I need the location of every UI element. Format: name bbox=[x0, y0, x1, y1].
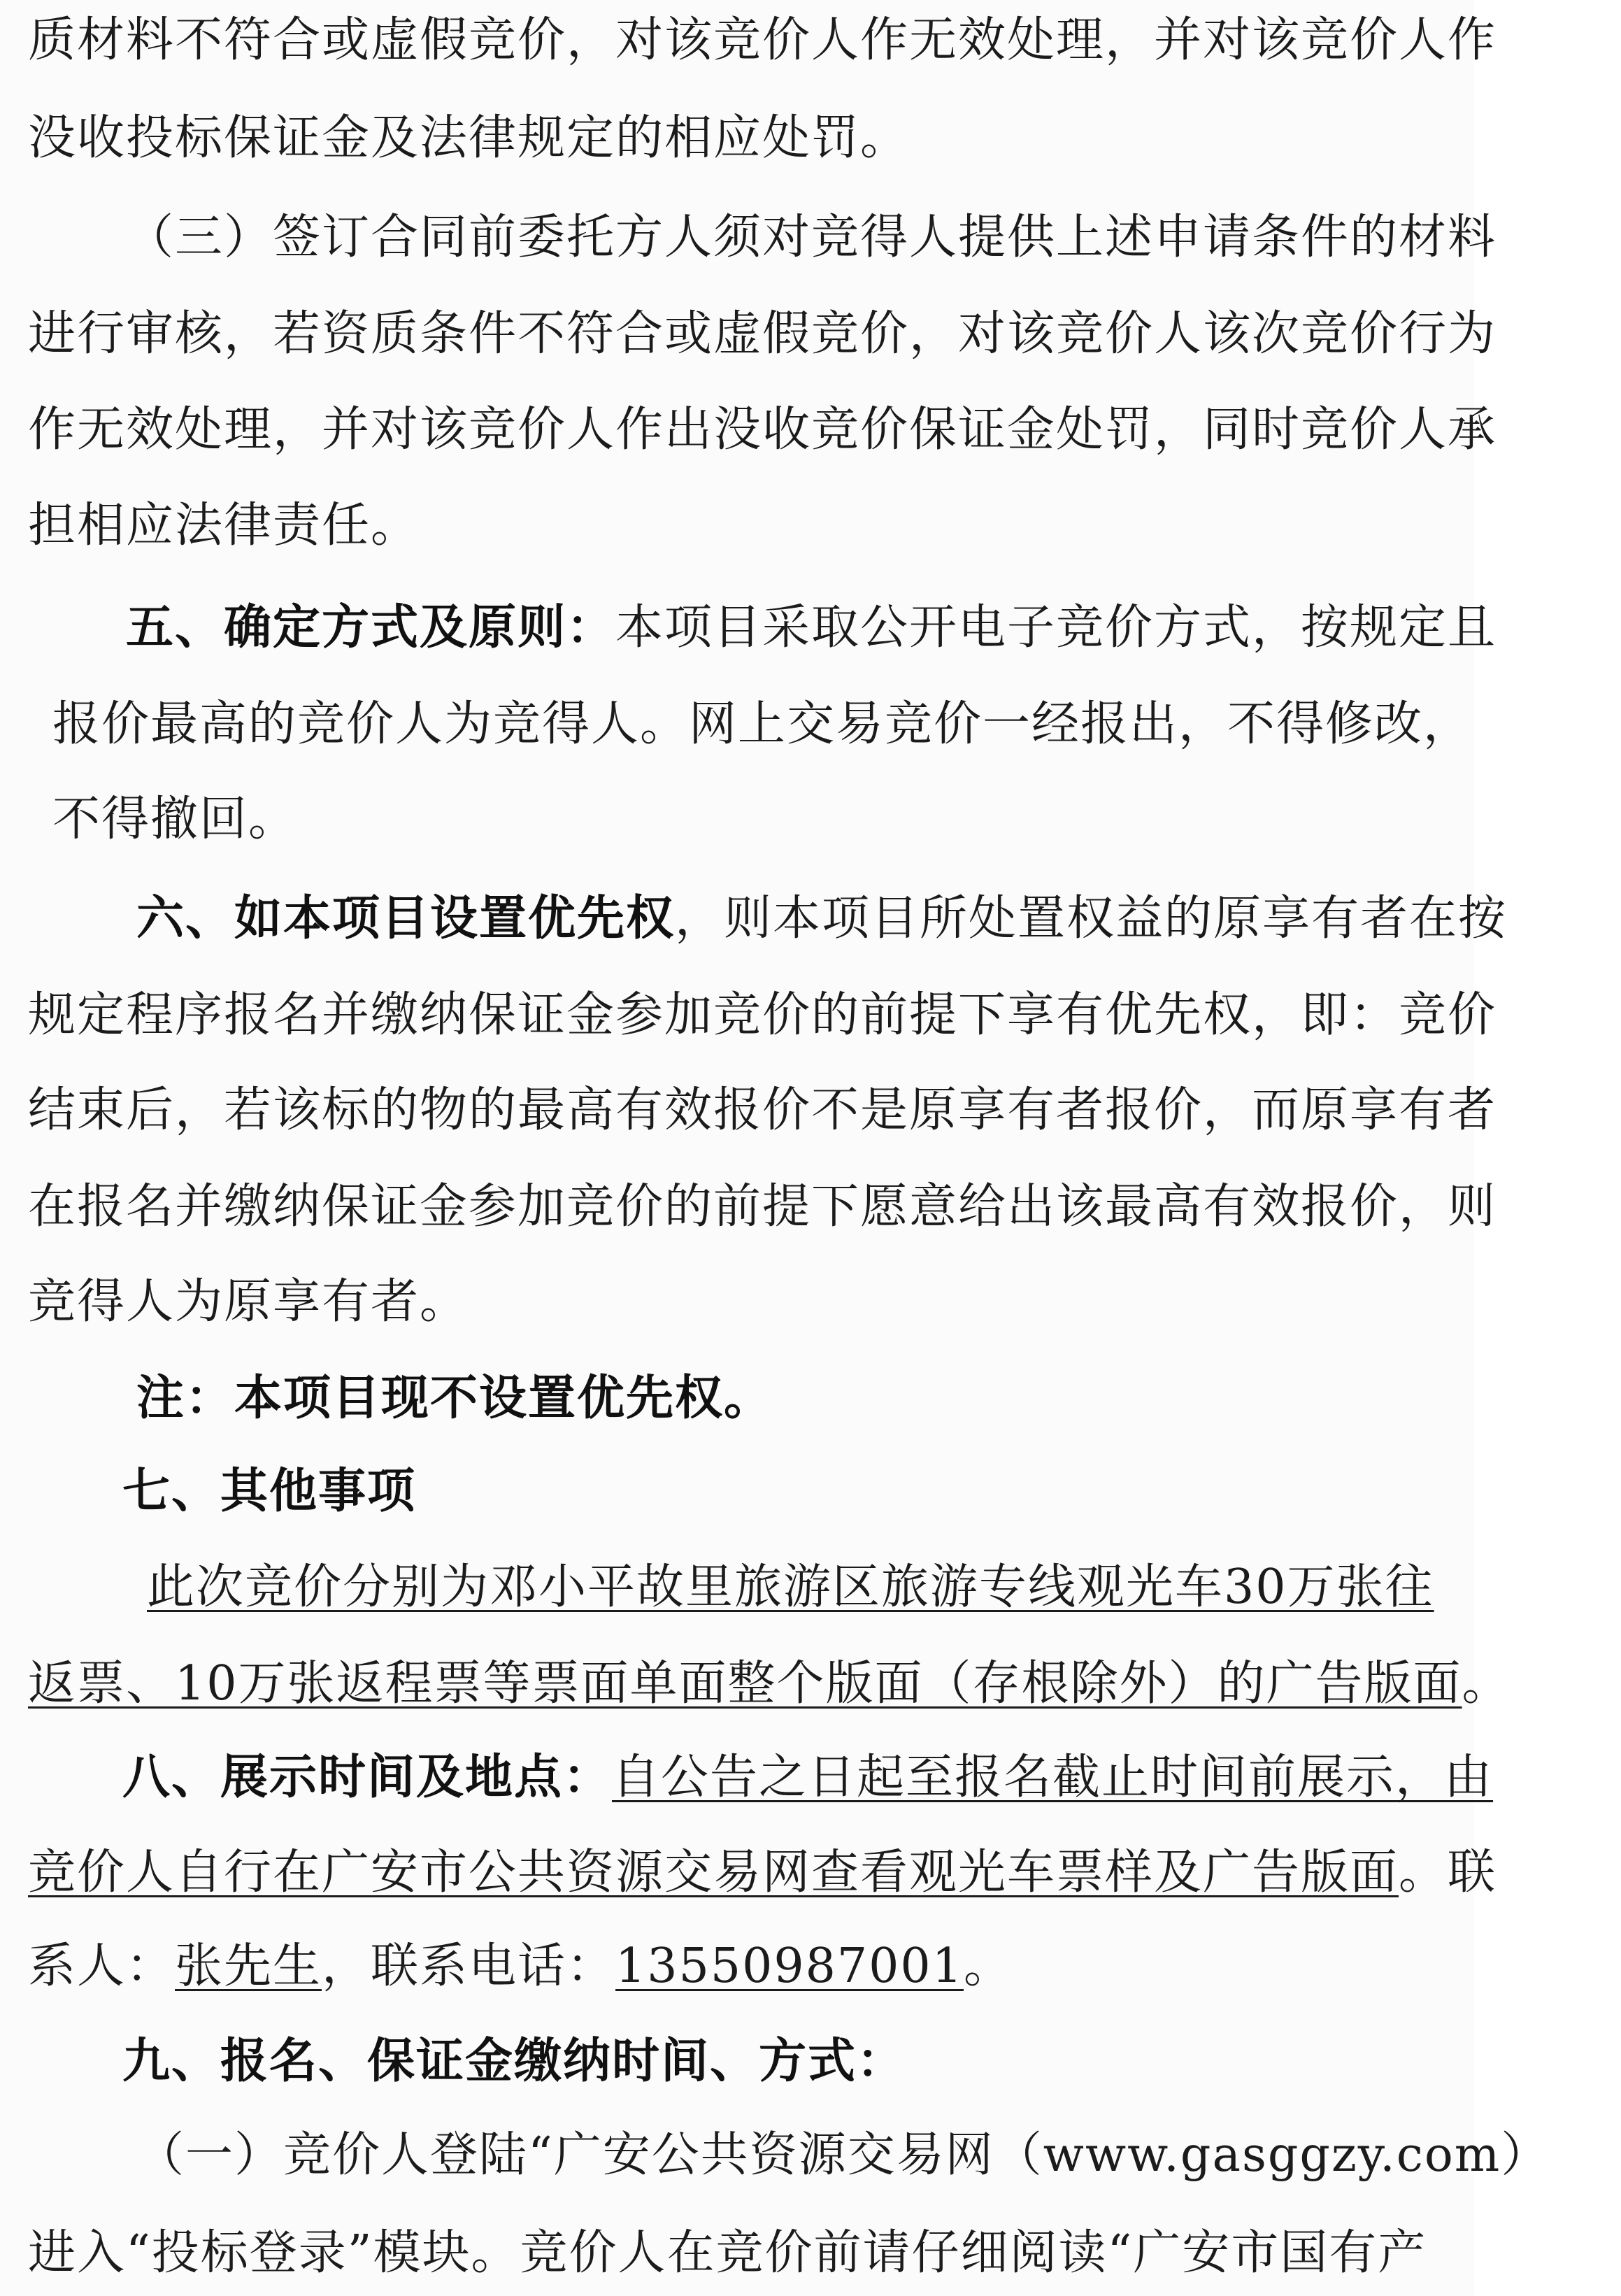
text-line bbox=[0, 1656, 1511, 1712]
text-line bbox=[0, 402, 1502, 458]
line-segment: 竞得人为原享有者。 bbox=[28, 1274, 469, 1329]
text-line bbox=[0, 1179, 1502, 1235]
section-heading bbox=[0, 1464, 1597, 1520]
text-line bbox=[0, 697, 1527, 753]
text-line bbox=[0, 306, 1502, 362]
text-line bbox=[0, 2127, 1611, 2183]
line-segment: （三）签订合同前委托方人须对竞得人提供上述申请条件的材料 bbox=[126, 210, 1497, 265]
line-segment: 进行审核，若资质条件不符合或虚假竞价，对该竞价人该次竞价行为 bbox=[28, 306, 1497, 362]
heading-label: 九、报名、保证金缴纳时间、方式： bbox=[122, 2034, 906, 2089]
line-segment: 在报名并缴纳保证金参加竞价的前提下愿意给出该最高有效报价，则 bbox=[28, 1179, 1497, 1234]
line-segment: ，联系电话： bbox=[322, 1939, 616, 1994]
text-line bbox=[0, 210, 1600, 266]
text-line bbox=[0, 110, 1502, 166]
text-line bbox=[0, 13, 1502, 69]
line-segment: 本项目采取公开电子竞价方式，按规定且 bbox=[615, 600, 1497, 655]
line-segment: 系人： bbox=[28, 1939, 176, 1994]
section-heading bbox=[0, 2034, 1597, 2090]
text-line bbox=[0, 2225, 1502, 2281]
text-line bbox=[0, 498, 1502, 554]
text-line bbox=[0, 1845, 1502, 1901]
heading-label: 六、如本项目设置优先权 bbox=[136, 891, 676, 946]
contact-person: 张先生 bbox=[175, 1939, 322, 1994]
section-heading bbox=[0, 1750, 1597, 1806]
note-line bbox=[0, 1371, 1611, 1427]
text-line bbox=[0, 987, 1502, 1043]
note-text: 注：本项目现不设置优先权。 bbox=[136, 1371, 773, 1426]
contact-line bbox=[0, 1939, 1502, 1995]
underlined-segment: 自公告之日起至报名截止时间前展示，由 bbox=[612, 1750, 1494, 1805]
line-segment: ，则本项目所处置权益的原享有者在按 bbox=[675, 891, 1508, 946]
line-segment: 作无效处理，并对该竞价人作出没收竞价保证金处罚，同时竞价人承 bbox=[28, 402, 1497, 457]
underlined-segment: 竞价人自行在广安市公共资源交易网查看观光车票样及广告版面 bbox=[28, 1845, 1399, 1900]
contact-phone: 13550987001 bbox=[615, 1939, 964, 1994]
line-segment: 规定程序报名并缴纳保证金参加竞价的前提下享有优先权，即：竞价 bbox=[28, 987, 1497, 1043]
text-line bbox=[0, 792, 1527, 848]
line-segment: 不得撤回。 bbox=[52, 792, 298, 847]
line-segment: 没收投标保证金及法律规定的相应处罚。 bbox=[28, 110, 910, 166]
section-heading bbox=[0, 600, 1600, 656]
heading-label: 七、其他事项 bbox=[122, 1464, 417, 1519]
underlined-segment: 此次竞价分别为邓小平故里旅游区旅游专线观光车30万张往 bbox=[147, 1560, 1434, 1615]
line-segment: 进入“投标登录”模块。竞价人在竞价前请仔细阅读“广安市国有产 bbox=[28, 2225, 1427, 2281]
line-segment: 。联 bbox=[1399, 1845, 1497, 1900]
underlined-segment: 返票、10万张返程票等票面单面整个版面（存根除外）的广告版面 bbox=[28, 1656, 1462, 1711]
line-segment: 。 bbox=[1462, 1656, 1511, 1711]
line-segment: 担相应法律责任。 bbox=[28, 498, 420, 553]
text-line bbox=[0, 1560, 1621, 1616]
line-segment: 报价最高的竞价人为竞得人。网上交易竞价一经报出，不得修改， bbox=[52, 697, 1473, 752]
heading-label: 五、确定方式及原则： bbox=[126, 600, 616, 655]
line-segment: 。 bbox=[963, 1939, 1013, 1994]
text-line bbox=[0, 1274, 1502, 1330]
line-segment: （一）竞价人登陆“广安公共资源交易网（www.gasggzy.com） bbox=[136, 2127, 1550, 2183]
section-heading bbox=[0, 891, 1611, 947]
line-segment: 质材料不符合或虚假竞价，对该竞价人作无效处理，并对该竞价人作 bbox=[28, 13, 1497, 68]
text-line bbox=[0, 1083, 1502, 1139]
heading-label: 八、展示时间及地点： bbox=[122, 1750, 613, 1805]
line-segment: 结束后，若该标的物的最高有效报价不是原享有者报价，而原享有者 bbox=[28, 1083, 1497, 1138]
